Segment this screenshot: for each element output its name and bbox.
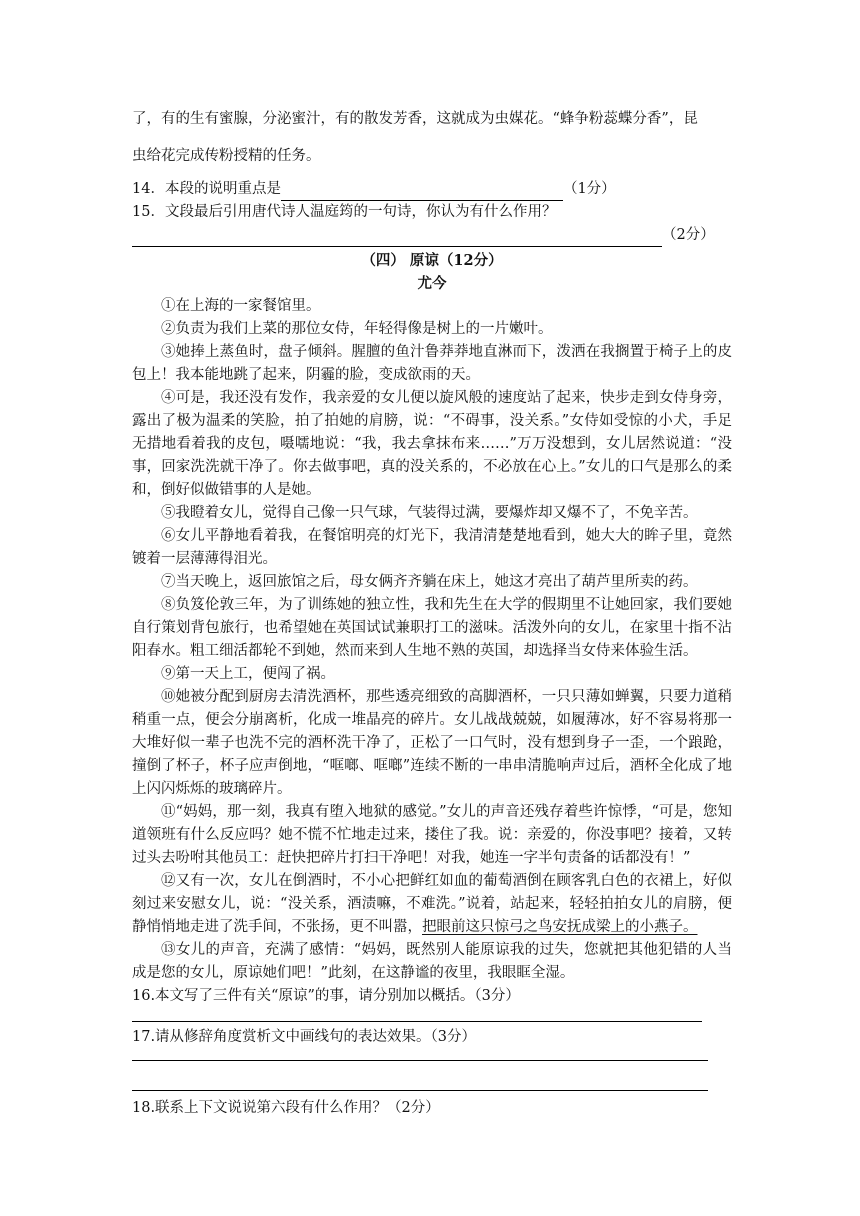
q15-text: 文段最后引用唐代诗人温庭筠的一句诗，你认为有什么作用？	[164, 204, 557, 220]
q15-answer-row	[132, 224, 732, 247]
intro-line-2: 虫给花完成传粉授精的任务。	[132, 148, 321, 164]
paragraph-6: ⑥女儿平静地看着我，在餐馆明亮的灯光下，我清清楚楚地看到，她大大的眸子里，竟然镀着一层薄薄得泪光。	[132, 528, 732, 567]
q14-text: 本段的说明重点是	[164, 181, 281, 197]
question-16: 16.本文写了三件有关“原谅”的事，请分别加以概括。（3分）	[132, 988, 520, 1004]
question-14	[132, 178, 732, 201]
question-17: 17.请从修辞角度赏析文中画线句的表达效果。（3分）	[132, 1029, 477, 1045]
section-title: （四） 原谅（12分）	[361, 252, 503, 269]
q14-answer-blank[interactable]	[281, 184, 563, 201]
paragraph-7: ⑦当天晚上，返回旅馆之后，母女俩齐齐躺在床上，她这才亮出了葫芦里所卖的药。	[161, 574, 698, 590]
paragraph-11: ⑪“妈妈，那一刻，我真有堕入地狱的感觉。”女儿的声音还残存着些许惊悸，“可是，您知道领班有什么反应吗？她不慌不忙地走过来，搂住了我。说：亲爱的，你没事吧？接着，又转过头去吩咐其他员工：赶快把碎片打扫干净吧！对我，她连一字半句责备的话都没有！”	[132, 804, 732, 866]
section-author: 尤今	[417, 275, 447, 292]
paragraph-3: ③她捧上蒸鱼时，盘子倾斜。腥膻的鱼汁鲁莽莽地直淋而下，泼洒在我搁置于椅子上的皮包上！我本能地跳了起来，阴霾的脸，变成欲雨的天。	[132, 344, 732, 383]
p12-underlined-sentence: 把眼前这只惊弓之鸟安抚成梁上的小燕子。	[422, 919, 698, 935]
q17-answer-line-1[interactable]	[132, 1059, 708, 1061]
question-18: 18.联系上下文说说第六段有什么作用？（2分）	[132, 1100, 440, 1116]
q15-answer-blank[interactable]	[132, 230, 662, 247]
intro-line-1: 了，有的生有蜜腺，分泌蜜汁，有的散发芳香，这就成为虫媒花。“蜂争粉蕊蝶分香”，昆	[132, 111, 698, 127]
q14-points: （1分）	[562, 181, 616, 197]
paragraph-5: ⑤我瞪着女儿，觉得自己像一只气球，气装得过满，要爆炸却又爆不了，不免辛苦。	[161, 505, 698, 521]
p12-text: ⑫又有一次，女儿在倒酒时，不小心把鲜红如血的葡萄酒倒在顾客乳白色的衣裙上，好似刻过来安慰女儿，说：“没关系，酒渍嘛，不难洗。”说着，站起来，轻轻拍拍女儿的肩膀，便静悄悄地走进了洗手间，不张扬，更不叫嚣，	[132, 873, 732, 935]
q15-number: 15．	[132, 204, 165, 220]
page	[132, 100, 732, 1120]
q14-number: 14．	[132, 181, 165, 197]
paragraph-12	[132, 870, 732, 939]
paragraph-8: ⑧负笈伦敦三年，为了训练她的独立性，我和先生在大学的假期里不让她回家，我们要她自行策划背包旅行，也希望她在英国试试兼职打工的滋味。活泼外向的女儿，在家里十指不沾阳春水。粗工细活都轮不到她，然而来到人生地不熟的英国，却选择当女侍来体验生活。	[132, 597, 732, 659]
paragraph-10: ⑩她被分配到厨房去清洗酒杯，那些透亮细致的高脚酒杯，一只只薄如蝉翼，只要力道稍稍重一点，便会分崩离析，化成一堆晶亮的碎片。女儿战战兢兢，如履薄冰，好不容易将那一大堆好似一辈子也洗不完的酒杯洗干净了，正松了一口气时，没有想到身子一歪，一个踉跄，撞倒了杯子，杯子应声倒地，“哐啷、哐啷”连续不断的一串串清脆响声过后，酒杯全化成了地上闪闪烁烁的玻璃碎片。	[132, 689, 732, 797]
question-15	[132, 201, 732, 224]
paragraph-4: ④可是，我还没有发作，我亲爱的女儿便以旋风般的速度站了起来，快步走到女侍身旁，露出了极为温柔的笑脸，拍了拍她的肩膀，说：“不碍事，没关系。”女侍如受惊的小犬，手足无措地看着我的皮包，嗫嚅地说：“我，我去拿抹布来……”万万没想到，女儿居然说道：“没事，回家洗洗就干净了。你去做事吧，真的没关系的，不必放在心上。”女儿的口气是那么的柔和，倒好似做错事的人是她。	[132, 390, 732, 498]
paragraph-13: ⑬女儿的声音，充满了感情：“妈妈，既然别人能原谅我的过失，您就把其他犯错的人当成是您的女儿，原谅她们吧！”此刻，在这静谧的夜里，我眼眶全湿。	[132, 942, 732, 981]
paragraph-9: ⑨第一天上工，便闯了祸。	[161, 666, 335, 682]
paragraph-1: ①在上海的一家餐馆里。	[161, 298, 321, 314]
paragraph-2: ②负责为我们上菜的那位女侍，年轻得像是树上的一片嫩叶。	[161, 321, 553, 337]
q16-answer-line[interactable]	[132, 1020, 702, 1022]
q17-answer-line-2[interactable]	[132, 1089, 708, 1091]
q15-points: （2分）	[662, 227, 715, 243]
